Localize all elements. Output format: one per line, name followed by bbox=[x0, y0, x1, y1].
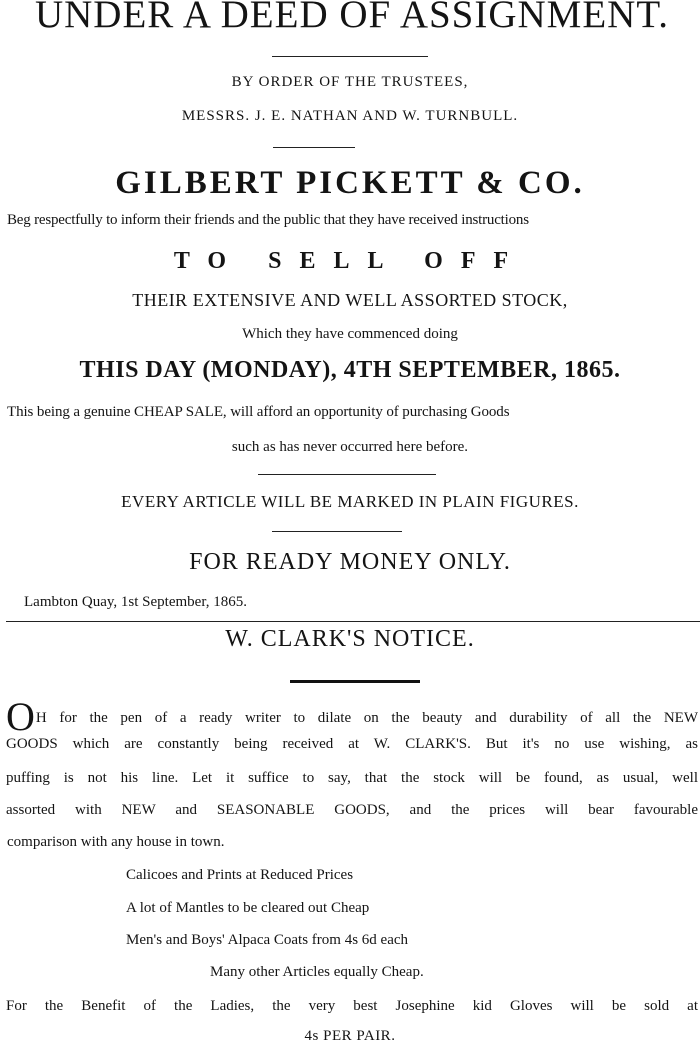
firm-name: GILBERT PICKETT & CO. bbox=[115, 165, 585, 201]
price-line: 4s PER PAIR. bbox=[304, 1028, 396, 1044]
by-order-line: BY ORDER OF THE TRUSTEES, bbox=[231, 74, 469, 90]
date-line: THIS DAY (MONDAY), 4TH SEPTEMBER, 1865. bbox=[79, 357, 621, 383]
paragraph-line-1 bbox=[6, 694, 698, 739]
every-article-line: EVERY ARTICLE WILL BE MARKED IN PLAIN FIGURES. bbox=[121, 492, 579, 511]
sale-line-1: This being a genuine CHEAP SALE, will afford an opportunity of purchasing Goods bbox=[7, 404, 510, 420]
to-sell-off: TO SELL OFF bbox=[173, 248, 527, 274]
intro-line: Beg respectfully to inform their friends and the public that they have received instructions bbox=[7, 212, 529, 228]
title-underline bbox=[290, 680, 420, 683]
trustees-line: MESSRS. J. E. NATHAN AND W. TURNBULL. bbox=[181, 108, 519, 124]
ladies-line: For the Benefit of the Ladies, the very best Josephine kid Gloves will be sold at bbox=[6, 998, 698, 1014]
divider bbox=[273, 147, 355, 148]
headline: UNDER A DEED OF ASSIGNMENT. bbox=[34, 0, 670, 36]
paragraph-text: H for the pen of a ready writer to dilate on the beauty and durability of all the NEW bbox=[35, 710, 698, 726]
ready-money-line: FOR READY MONEY ONLY. bbox=[189, 549, 511, 575]
notice-title: W. CLARK'S NOTICE. bbox=[225, 626, 475, 652]
paragraph-line-4: assorted with NEW and SEASONABLE GOODS, and the prices will bear favourable bbox=[6, 802, 698, 818]
many-other-line: Many other Articles equally Cheap. bbox=[210, 964, 424, 980]
paragraph-line-2: GOODS which are constantly being received at W. CLARK'S. But it's no use wishing, as bbox=[6, 736, 698, 752]
stock-line: THEIR EXTENSIVE AND WELL ASSORTED STOCK, bbox=[132, 290, 568, 310]
divider bbox=[258, 474, 436, 475]
sale-line-2: such as has never occurred here before. bbox=[231, 439, 469, 455]
item-line: Calicoes and Prints at Reduced Prices bbox=[126, 867, 354, 883]
dateline: Lambton Quay, 1st September, 1865. bbox=[24, 594, 247, 610]
drop-cap: O bbox=[6, 694, 35, 739]
paragraph-line-3: puffing is not his line. Let it suffice to say, that the stock will be found, as usual, well bbox=[6, 770, 698, 786]
column-rule bbox=[6, 621, 700, 622]
divider bbox=[272, 531, 402, 532]
item-line: A lot of Mantles to be cleared out Cheap bbox=[126, 900, 370, 916]
item-line: Men's and Boys' Alpaca Coats from 4s 6d each bbox=[126, 932, 409, 948]
divider bbox=[272, 56, 428, 57]
paragraph-line-5: comparison with any house in town. bbox=[7, 834, 225, 850]
commenced-line: Which they have commenced doing bbox=[242, 326, 458, 342]
